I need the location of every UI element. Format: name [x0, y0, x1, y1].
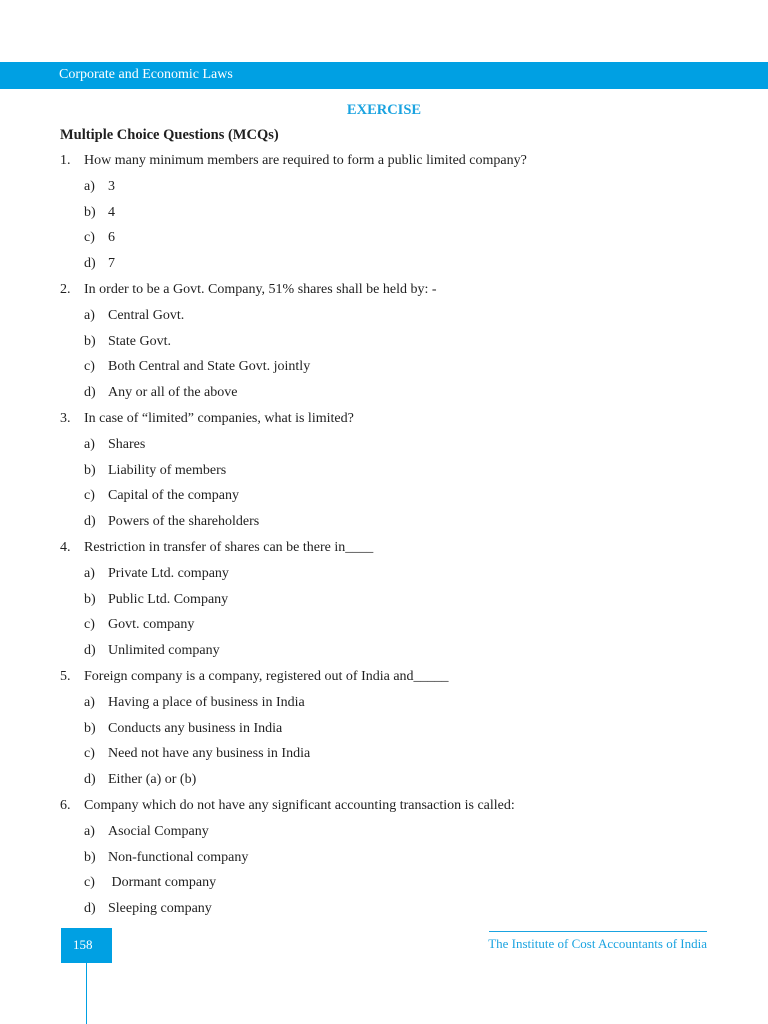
- option-letter: b): [84, 849, 96, 865]
- option-text: Govt. company: [108, 617, 195, 633]
- option-letter: d): [84, 643, 96, 659]
- question-text: In order to be a Govt. Company, 51% shares shall be held by: -: [84, 282, 437, 297]
- option-text: Sleeping company: [108, 901, 212, 917]
- option-letter: b): [84, 333, 96, 349]
- option-text: Capital of the company: [108, 488, 240, 504]
- question-text: Restriction in transfer of shares can be there in____: [84, 540, 374, 555]
- footer-rule: [489, 931, 707, 932]
- option-text: Both Central and State Govt. jointly: [108, 359, 311, 375]
- option-letter: d): [84, 256, 96, 272]
- option-letter: b): [84, 720, 96, 736]
- option-text: 4: [108, 204, 115, 220]
- option-text: Dormant company: [108, 875, 217, 891]
- header-band: [0, 62, 768, 89]
- subheading: Multiple Choice Questions (MCQs): [60, 127, 279, 143]
- option-letter: a): [84, 694, 95, 710]
- option-letter: c): [84, 488, 95, 504]
- option-text: Shares: [108, 436, 146, 452]
- option-text: Any or all of the above: [108, 385, 238, 401]
- option-letter: a): [84, 565, 95, 581]
- question-number: 3.: [60, 411, 71, 426]
- margin-rule: [86, 963, 87, 1024]
- question-number: 5.: [60, 669, 71, 684]
- option-letter: d): [84, 901, 96, 917]
- question-text: Company which do not have any significant accounting transaction is called:: [84, 798, 515, 813]
- option-text: State Govt.: [108, 333, 171, 349]
- footer-institute: The Institute of Cost Accountants of India: [488, 936, 707, 951]
- option-letter: b): [84, 204, 96, 220]
- question-number: 6.: [60, 798, 71, 813]
- option-letter: d): [84, 514, 96, 530]
- option-text: Either (a) or (b): [108, 772, 197, 788]
- option-letter: a): [84, 307, 95, 323]
- option-text: 7: [108, 256, 115, 272]
- option-text: Private Ltd. company: [108, 565, 229, 581]
- running-header-title: Corporate and Economic Laws: [59, 67, 233, 82]
- option-letter: a): [84, 436, 95, 452]
- option-text: Public Ltd. Company: [108, 591, 229, 607]
- option-text: Conducts any business in India: [108, 720, 283, 736]
- option-text: 6: [108, 230, 115, 246]
- page-number-badge: [61, 928, 112, 963]
- option-letter: b): [84, 462, 96, 478]
- option-letter: b): [84, 591, 96, 607]
- option-letter: a): [84, 823, 95, 839]
- option-letter: c): [84, 875, 95, 891]
- question-text: How many minimum members are required to form a public limited company?: [84, 153, 527, 168]
- question-number: 1.: [60, 153, 71, 168]
- option-text: Unlimited company: [108, 643, 220, 659]
- option-letter: d): [84, 772, 96, 788]
- option-text: Non-functional company: [108, 849, 249, 865]
- question-number: 2.: [60, 282, 71, 297]
- page-number: 158: [73, 937, 93, 952]
- option-text: Need not have any business in India: [108, 746, 311, 762]
- option-letter: c): [84, 359, 95, 375]
- option-text: Central Govt.: [108, 307, 185, 323]
- option-letter: c): [84, 230, 95, 246]
- question-text: In case of “limited” companies, what is limited?: [84, 411, 354, 426]
- question-number: 4.: [60, 540, 71, 555]
- option-letter: a): [84, 178, 95, 194]
- option-letter: c): [84, 617, 95, 633]
- option-text: Having a place of business in India: [108, 694, 305, 710]
- option-letter: d): [84, 385, 96, 401]
- section-title: EXERCISE: [346, 102, 422, 118]
- option-text: Asocial Company: [108, 823, 209, 839]
- option-text: Liability of members: [108, 462, 227, 478]
- option-text: 3: [108, 178, 115, 194]
- option-letter: c): [84, 746, 95, 762]
- question-text: Foreign company is a company, registered out of India and_____: [84, 669, 449, 684]
- option-text: Powers of the shareholders: [108, 514, 260, 530]
